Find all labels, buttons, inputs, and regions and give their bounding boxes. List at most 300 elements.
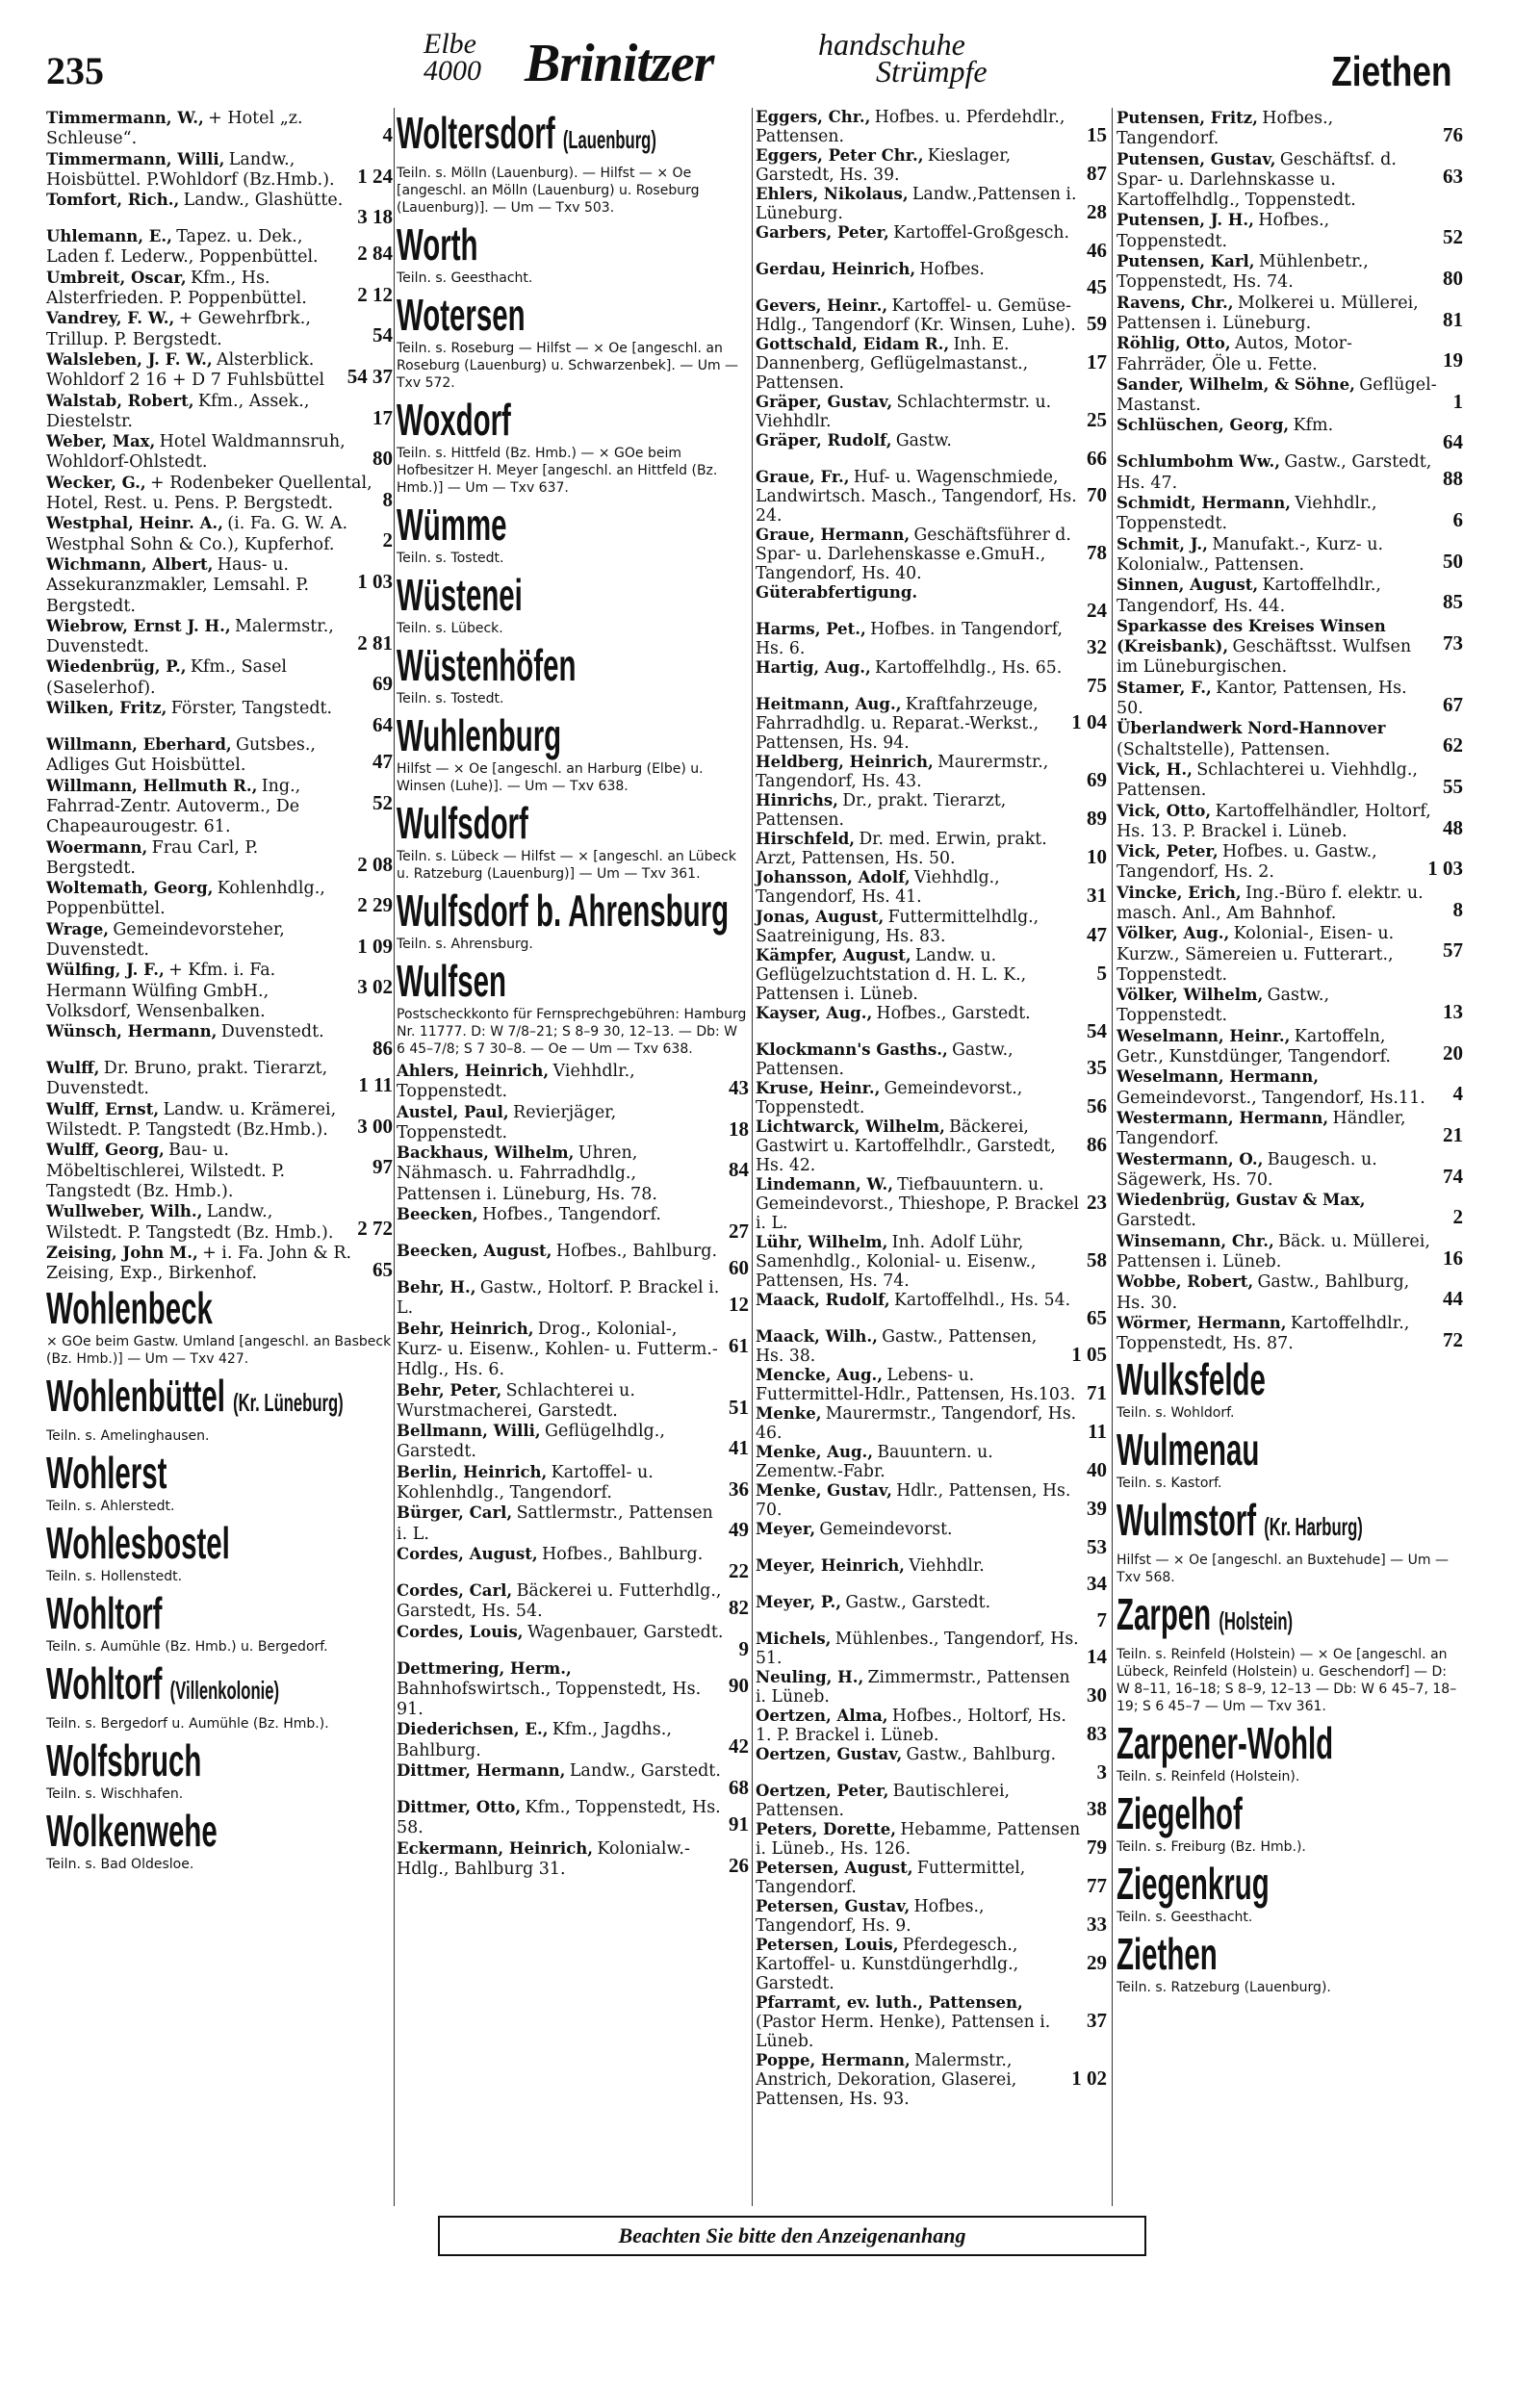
subscriber-entry	[1116, 451, 1463, 493]
phone-number: 2	[1452, 1205, 1463, 1229]
subscriber-detail: Hofbes., Bahlburg.	[542, 1544, 704, 1564]
subscriber-name: Graue, Hermann,	[756, 526, 911, 545]
subscriber-detail: Schlachterei u. Wurstmacherei, Garstedt.	[397, 1380, 635, 1421]
subscriber-entry	[46, 776, 393, 837]
subscriber-name: Garbers, Peter,	[756, 223, 889, 243]
place-name-text: Wümme	[397, 500, 507, 550]
subscriber-detail: Garstedt.	[1116, 1211, 1196, 1231]
subscriber-entry	[1116, 1066, 1463, 1108]
place-detail: Teiln. s. Reinfeld (Holstein).	[1116, 1768, 1300, 1785]
phone-number: 72	[1443, 1327, 1463, 1351]
subscriber-detail: Hotel Waldmannsruh, Wohldorf-Ohlstedt.	[46, 432, 346, 473]
phone-number: 50	[1443, 549, 1463, 573]
phone-number: 36	[729, 1476, 749, 1501]
subscriber-detail: Sattlermstr., Pattensen i. L.	[397, 1503, 713, 1544]
place-name	[397, 570, 622, 620]
subscriber-entry	[1116, 251, 1463, 293]
phone-number: 87	[1087, 162, 1107, 186]
subscriber-detail: Inh. E. Dannenberg, Geflügelmastanst., Pattensen.	[756, 335, 1029, 394]
subscriber-name: Graue, Fr.,	[756, 468, 850, 487]
subscriber-name: Überlandwerk Nord-Hannover	[1116, 719, 1386, 738]
subscriber-entry	[756, 1520, 1107, 1556]
subscriber-entry	[756, 1404, 1107, 1443]
subscriber-entry	[756, 695, 1107, 753]
phone-number: 37	[1087, 2009, 1107, 2033]
subscriber-entry	[397, 1760, 749, 1800]
subscriber-detail: Hdlr., Pattensen, Hs. 70.	[756, 1480, 1071, 1520]
subscriber-name: Gerdau, Heinrich,	[756, 260, 916, 279]
place-entry	[46, 1658, 393, 1733]
subscriber-name: Westermann, O.,	[1116, 1149, 1264, 1168]
subscriber-name: Putensen, Karl,	[1116, 252, 1255, 271]
subscriber-name: Gräper, Rudolf,	[756, 431, 892, 450]
subscriber-entry	[46, 1201, 393, 1243]
phone-number: 78	[1087, 541, 1107, 565]
subscriber-name: Vandrey, F. W.,	[46, 309, 175, 328]
subscriber-name: Walstab, Robert,	[46, 391, 194, 410]
subscriber-detail: Maurermstr., Tangendorf, Hs. 46.	[756, 1403, 1077, 1443]
subscriber-name: Putensen, Fritz,	[1116, 109, 1258, 127]
subscriber-name: Schmit, J.,	[1116, 534, 1208, 553]
subscriber-entry	[1116, 1271, 1463, 1313]
subscriber-entry	[397, 1658, 749, 1720]
phone-number: 58	[1087, 1247, 1107, 1271]
subscriber-detail: Uhren, Nähmasch. u. Fahrradhdlg., Pattensen i. Lüneburg, Hs. 78.	[397, 1143, 657, 1204]
place-name	[46, 1283, 268, 1333]
subscriber-detail: Pferdegesch., Kartoffel- u. Kunstdüngerhdlg., Garstedt.	[756, 1936, 1019, 1994]
subscriber-name: Menke, Gustav,	[756, 1480, 892, 1500]
subscriber-name: Willmann, Hellmuth R.,	[46, 776, 258, 795]
place-detail: Teiln. s. Bad Oldesloe.	[46, 1857, 194, 1873]
subscriber-detail: Alsterblick. Wohldorf 2 16 + D 7 Fuhlsbüttel	[46, 349, 325, 391]
footer-text: Beachten Sie bitte den Anzeigenanhang	[618, 2223, 966, 2247]
place-detail: Teiln. s. Ahrensburg.	[397, 937, 533, 952]
phone-number: 10	[1087, 845, 1107, 869]
subscriber-name: Beecken, August,	[397, 1242, 552, 1261]
header-ad-location	[424, 28, 481, 87]
subscriber-entry	[46, 513, 393, 554]
phone-number: 1 04	[1071, 710, 1107, 734]
phone-number: 66	[1087, 447, 1107, 471]
subscriber-entry	[756, 791, 1107, 830]
phone-number: 54	[1087, 1018, 1107, 1042]
subscriber-name: Hinrichs,	[756, 791, 838, 810]
place-entry	[1116, 1718, 1463, 1785]
subscriber-name: Wulff, Georg,	[46, 1141, 165, 1160]
phone-number: 7	[1096, 1607, 1107, 1631]
place-entry	[1116, 1859, 1463, 1926]
subscriber-detail: Hofbes., Tangendorf.	[482, 1205, 661, 1225]
subscriber-name: Diederichsen, E.,	[397, 1720, 549, 1739]
subscriber-detail: Gastw., Toppenstedt.	[1116, 986, 1330, 1026]
place-name-text: Ziegelhof	[1116, 1787, 1243, 1838]
phone-number: 23	[1087, 1190, 1107, 1214]
subscriber-entry	[1116, 293, 1463, 334]
phone-number: 27	[729, 1220, 749, 1244]
column-rule	[752, 108, 753, 2206]
subscriber-detail: Hofbes.	[919, 260, 985, 280]
subscriber-name: Cordes, August,	[397, 1544, 538, 1563]
header-ad-brand: Brinitzer	[525, 34, 714, 93]
subscriber-detail: Wagenbauer, Garstedt.	[526, 1622, 724, 1642]
subscriber-detail: Hofbes., Bahlburg.	[555, 1242, 718, 1262]
phone-number: 64	[1443, 430, 1463, 454]
subscriber-detail: Kantor, Pattensen, Hs. 50.	[1116, 678, 1407, 719]
subscriber-name: Bürger, Carl,	[397, 1503, 513, 1523]
phone-number: 54	[372, 323, 393, 347]
phone-number: 4	[1452, 1082, 1463, 1106]
place-detail: Teiln. s. Aumühle (Bz. Hmb.) u. Bergedorf.	[46, 1639, 328, 1656]
phone-number: 57	[1443, 938, 1463, 963]
phone-number: 61	[729, 1333, 749, 1357]
phone-number: 73	[1443, 630, 1463, 655]
subscriber-detail: Kartoffelhdlg., Hs. 65.	[875, 658, 1063, 679]
subscriber-entry	[756, 1593, 1107, 1630]
subscriber-name: Kayser, Aug.,	[756, 1003, 873, 1022]
subscriber-name: Sinnen, August,	[1116, 576, 1259, 595]
subscriber-entry	[1116, 801, 1463, 842]
subscriber-entry	[397, 1204, 749, 1244]
subscriber-entry	[46, 878, 393, 919]
column-rule	[394, 108, 395, 2206]
phone-number: 2	[382, 528, 393, 552]
subscriber-detail: Bahnhofswirtsch., Toppenstedt, Hs. 91.	[397, 1679, 702, 1720]
place-name	[1116, 1425, 1338, 1475]
place-name-text: Wohlenbeck	[46, 1283, 213, 1334]
place-name-text: Worth	[397, 219, 478, 270]
place-name	[397, 710, 622, 760]
subscriber-name: Timmermann, Willi,	[46, 149, 225, 168]
subscriber-detail: Autos, Motor-Fahrräder, Öle u. Fette.	[1116, 334, 1352, 374]
phone-number: 63	[1443, 164, 1463, 188]
place-name	[46, 1806, 268, 1856]
place-name-text: Ziethen	[1116, 1928, 1218, 1979]
place-name-text: Wohltorf	[46, 1588, 163, 1639]
subscriber-name: Petersen, Louis,	[756, 1936, 899, 1955]
subscriber-entry	[1116, 1149, 1463, 1191]
subscriber-entry	[1116, 678, 1463, 719]
subscriber-entry	[1116, 1313, 1463, 1354]
subscriber-entry	[46, 656, 393, 698]
subscriber-name: Backhaus, Wilhelm,	[397, 1143, 575, 1163]
phone-number: 91	[729, 1812, 749, 1836]
subscriber-entry	[756, 1668, 1107, 1707]
subscriber-name: Vincke, Erich,	[1116, 883, 1242, 902]
column-rule	[1112, 108, 1113, 2206]
phone-number: 1 24	[357, 164, 393, 188]
place-detail: × GOe beim Gastw. Umland [angeschl. an Basbeck (Bz. Hmb.)] — Um — Txv 427.	[46, 1334, 392, 1368]
subscriber-name: Woermann,	[46, 837, 148, 857]
subscriber-name: Wilken, Fritz,	[46, 699, 167, 718]
subscriber-entry	[756, 185, 1107, 223]
subscriber-entry	[46, 431, 393, 473]
subscriber-detail: Geschäftsf. d. Spar- u. Darlehnskasse u. Kartoffelhdlg., Toppenstedt.	[1116, 149, 1397, 211]
subscriber-name: Eggers, Chr.,	[756, 108, 871, 126]
subscriber-name: Weselmann, Heinr.,	[1116, 1026, 1291, 1045]
place-detail: Teiln. s. Mölln (Lauenburg). — Hilfst — × Oe [angeschl. an Mölln (Lauenburg) u. Roseburg (Lauenburg)]. — Um — Txv 503.	[397, 166, 700, 216]
subscriber-name: Heldberg, Heinrich,	[756, 753, 934, 772]
subscriber-detail: Gastw., Pattensen.	[756, 1040, 1014, 1079]
phone-number: 79	[1087, 1836, 1107, 1860]
subscriber-name: Völker, Wilhelm,	[1116, 986, 1264, 1005]
place-name-text: Wulfsdorf	[397, 798, 528, 848]
subscriber-name: Ehlers, Nikolaus,	[756, 185, 909, 204]
subscriber-name: Vick, H.,	[1116, 759, 1193, 779]
subscriber-detail: Geschäftsführer d. Spar- u. Darlehenskasse e.GmuH., Tangendorf, Hs. 40.	[756, 526, 1071, 584]
phone-number: 33	[1087, 1913, 1107, 1937]
subscriber-name: Sander, Wilhelm, & Söhne,	[1116, 374, 1355, 394]
subscriber-entry	[756, 468, 1107, 526]
subscriber-name: Schlumbohm Ww.,	[1116, 452, 1280, 472]
phone-number: 83	[1087, 1722, 1107, 1745]
subscriber-detail: Landw. u. Geflügelzuchtstation d. H. L. K., Pattensen i. Lüneb.	[756, 945, 1027, 1004]
phone-number: 80	[1443, 267, 1463, 291]
subscriber-entry	[756, 1936, 1107, 1993]
phone-number: 31	[1087, 884, 1107, 908]
place-detail: Hilfst — × Oe [angeschl. an Harburg (Elbe) u. Winsen (Luhe)]. — Um — Txv 638.	[397, 761, 704, 794]
phone-number: 64	[372, 713, 393, 737]
subscriber-entry	[46, 226, 393, 268]
subscriber-entry	[1116, 210, 1463, 251]
subscriber-detail: + Hotel „z. Schleuse“.	[46, 109, 303, 149]
subscriber-entry	[46, 1140, 393, 1201]
phone-number: 14	[1087, 1644, 1107, 1668]
subscriber-entry	[756, 1897, 1107, 1936]
phone-number: 21	[1443, 1122, 1463, 1146]
place-name	[1116, 1929, 1338, 1979]
subscriber-name: Vick, Otto,	[1116, 801, 1212, 820]
phone-number: 82	[729, 1595, 749, 1619]
place-detail: Teiln. s. Wischhafen.	[46, 1786, 184, 1803]
subscriber-detail: Mühlenbetr., Toppenstedt, Hs. 74.	[1116, 252, 1369, 293]
subscriber-entry	[1116, 108, 1463, 149]
place-entry	[46, 1735, 393, 1803]
subscriber-name: Dettmering, Herm.,	[397, 1658, 572, 1678]
phone-number: 59	[1087, 312, 1107, 336]
place-name	[397, 640, 622, 690]
subscriber-detail: Hofbes., Toppenstedt.	[1116, 211, 1330, 251]
place-entry	[397, 886, 749, 953]
subscriber-detail: Kraftfahrzeuge, Fahrradhdlg. u. Reparat.-Werkst., Pattensen, Hs. 94.	[756, 695, 1040, 754]
subscriber-name: Petersen, Gustav,	[756, 1897, 911, 1916]
subscriber-name: Austel, Paul,	[397, 1102, 509, 1121]
phone-number: 1 02	[1071, 2067, 1107, 2091]
subscriber-entry	[756, 1707, 1107, 1745]
subscriber-detail: Landw., Glashütte.	[183, 191, 344, 211]
phone-number: 39	[1087, 1496, 1107, 1520]
phone-number: 77	[1087, 1874, 1107, 1898]
subscriber-detail: Kieslager, Garstedt, Hs. 39.	[756, 146, 1012, 186]
phone-number: 2 72	[357, 1217, 393, 1241]
subscriber-entry	[756, 223, 1107, 263]
subscriber-name: Wrage,	[46, 919, 109, 938]
place-name	[46, 1735, 268, 1785]
place-name-text: Zarpen	[1116, 1588, 1212, 1639]
subscriber-entry	[46, 616, 393, 657]
subscriber-detail: Baugesch. u. Sägewerk, Hs. 70.	[1116, 1149, 1377, 1190]
subscriber-name: Meyer,	[756, 1519, 816, 1538]
subscriber-entry	[46, 1243, 393, 1284]
phone-number: 17	[1087, 350, 1107, 374]
subscriber-name: Michels,	[756, 1629, 832, 1648]
phone-number: 9	[738, 1636, 749, 1660]
phone-number: 1 03	[1427, 857, 1463, 881]
place-entry	[46, 1588, 393, 1656]
subscriber-name: Dittmer, Otto,	[397, 1798, 522, 1817]
subscriber-entry	[46, 149, 393, 191]
subscriber-name: Winsemann, Chr.,	[1116, 1231, 1274, 1250]
subscriber-detail: Schlachtermstr. u. Viehhdlr.	[756, 393, 1052, 432]
subscriber-detail: (Schaltstelle), Pattensen.	[1116, 739, 1331, 759]
phone-number: 2 12	[357, 282, 393, 306]
phone-number: 1 11	[358, 1073, 393, 1097]
phone-number: 17	[372, 405, 393, 429]
subscriber-name: Wecker, G.,	[46, 473, 146, 492]
subscriber-detail: Kartoffel-Großgesch.	[893, 223, 1069, 244]
place-name	[46, 1518, 268, 1568]
subscriber-name: Wullweber, Wilh.,	[46, 1202, 203, 1221]
subscriber-detail: Huf- u. Wagenschmiede, Landwirtsch. Masch., Tangendorf, Hs. 24.	[756, 468, 1077, 526]
place-name	[46, 1371, 344, 1427]
subscriber-entry	[756, 1366, 1107, 1404]
phone-number: 34	[1087, 1571, 1107, 1595]
phone-number: 47	[372, 750, 393, 774]
subscriber-detail: Hofbes., Garstedt.	[876, 1003, 1031, 1023]
phone-number: 42	[729, 1734, 749, 1759]
subscriber-detail: Bau- u. Möbeltischlerei, Wilstedt. P. Tangstedt (Bz. Hmb.).	[46, 1141, 286, 1201]
subscriber-detail: Hofbes., Tangendorf, Hs. 9.	[756, 1897, 985, 1937]
subscriber-detail: Malermstr., Anstrich, Dekoration, Glaserei, Pattensen, Hs. 93.	[756, 2051, 1017, 2110]
phone-number: 6	[1452, 508, 1463, 532]
subscriber-detail: Viehhdlr., Toppenstedt.	[1116, 494, 1377, 534]
subscriber-detail: Bautischlerei, Pattensen.	[756, 1782, 1010, 1821]
subscriber-name: Wiedenbrüg, P.,	[46, 657, 187, 677]
subscriber-name: Dittmer, Hermann,	[397, 1761, 566, 1781]
subscriber-detail: Geflügelhdlg., Garstedt.	[397, 1422, 665, 1462]
subscriber-detail: Kartoffelhändler, Holtorf, Hs. 13. P. Brackel i. Lüneb.	[1116, 801, 1431, 841]
subscriber-name: Lichtwarck, Wilhelm,	[756, 1117, 945, 1136]
place-name-text: Wohlerst	[46, 1448, 167, 1499]
subscriber-name: Behr, Peter,	[397, 1380, 502, 1399]
subscriber-entry	[756, 296, 1107, 335]
subscriber-entry	[756, 1630, 1107, 1668]
subscriber-detail: Gastw.	[895, 431, 952, 451]
phone-number: 8	[1452, 897, 1463, 921]
subscriber-detail: Gastw., Garstedt, Hs. 47.	[1116, 452, 1432, 493]
column-3	[756, 108, 1107, 2109]
phone-number: 12	[729, 1293, 749, 1317]
phone-number: 2 81	[357, 630, 393, 655]
subscriber-name: Weselmann, Hermann,	[1116, 1067, 1320, 1087]
subscriber-entry	[46, 190, 393, 229]
place-name-text: Wuhlenburg	[397, 710, 562, 760]
subscriber-entry	[1116, 534, 1463, 576]
place-entry	[46, 1283, 393, 1368]
phone-number: 62	[1443, 733, 1463, 757]
subscriber-entry	[1116, 883, 1463, 924]
phone-number: 13	[1443, 1000, 1463, 1024]
place-name	[1116, 1859, 1338, 1909]
subscriber-name: Hirschfeld,	[756, 830, 856, 849]
subscriber-entry	[397, 1462, 749, 1503]
header-ad-products	[818, 27, 988, 89]
subscriber-name: Wichmann, Albert,	[46, 554, 214, 574]
subscriber-name: Woltemath, Georg,	[46, 879, 214, 898]
subscriber-entry	[1116, 759, 1463, 801]
subscriber-detail: Hofbes. u. Gastw., Tangendorf, Hs. 2.	[1116, 842, 1377, 883]
subscriber-entry	[46, 473, 393, 514]
phone-number: 76	[1443, 123, 1463, 146]
place-name-text: Wotersen	[397, 290, 526, 340]
subscriber-detail: Bauuntern. u. Zementw.-Fabr.	[756, 1442, 993, 1481]
place-name-text: Woltersdorf	[397, 108, 555, 158]
header-ad-city: Elbe	[424, 28, 476, 60]
place-detail: Teiln. s. Tostedt.	[397, 691, 504, 706]
phone-number: 15	[1087, 123, 1107, 146]
place-detail: Teiln. s. Kastorf.	[1116, 1475, 1222, 1491]
place-name-text: Ziegenkrug	[1116, 1858, 1270, 1909]
phone-number: 46	[1087, 239, 1107, 263]
subscriber-detail: Gastw., Bahlburg.	[906, 1745, 1057, 1765]
subscriber-entry	[46, 554, 393, 616]
subscriber-name: Kruse, Heinr.,	[756, 1078, 881, 1097]
subscriber-entry	[1116, 415, 1463, 454]
subscriber-name: Westphal, Heinr. A.,	[46, 514, 223, 533]
subscriber-detail: Ing.-Büro f. elektr. u. masch. Anl., Am Bahnhof.	[1116, 883, 1424, 923]
place-entry	[397, 219, 749, 287]
footer-notice	[438, 2216, 1146, 2256]
subscriber-detail: Inh. Adolf Lühr, Samenhdlg., Kolonial- u. Eisenw., Pattensen, Hs. 74.	[756, 1232, 1037, 1291]
subscriber-entry	[756, 1481, 1107, 1520]
place-entry	[397, 798, 749, 883]
subscriber-entry	[756, 1859, 1107, 1897]
subscriber-entry	[756, 1993, 1107, 2051]
phone-number: 65	[1087, 1305, 1107, 1329]
place-detail: Teiln. s. Ahlerstedt.	[46, 1499, 175, 1515]
subscriber-detail: Kartoffel- u. Gemüse-Hdlg., Tangendorf (Kr. Winsen, Luhe).	[756, 296, 1076, 336]
subscriber-entry	[756, 431, 1107, 471]
subscriber-name: Berlin, Heinrich,	[397, 1462, 548, 1481]
phone-number: 80	[372, 447, 393, 471]
subscriber-entry	[46, 391, 393, 432]
place-entry	[1116, 1929, 1463, 1996]
place-name	[397, 290, 622, 340]
subscriber-detail: Kfm.	[1293, 416, 1334, 436]
subscriber-entry	[756, 260, 1107, 299]
place-name	[397, 798, 622, 848]
subscriber-name: Wiedenbrüg, Gustav & Max,	[1116, 1191, 1366, 1210]
subscriber-name: Cordes, Carl,	[397, 1580, 513, 1600]
subscriber-detail: (Pastor Herm. Henke), Pattensen i. Lüneb.	[756, 2013, 1051, 2052]
place-name-text: Wohlesbostel	[46, 1518, 230, 1569]
running-head: Ziethen	[1330, 48, 1451, 95]
subscriber-name: Zeising, John M.,	[46, 1243, 198, 1262]
phone-number: 5	[1096, 961, 1107, 985]
place-detail: Teiln. s. Hittfeld (Bz. Hmb.) — × GOe beim Hofbesitzer H. Meyer [angeschl. an Hittfeld (Bz. Hmb.)] — Um — Txv 637.	[397, 446, 718, 496]
subscriber-entry	[756, 908, 1107, 946]
subscriber-entry	[756, 335, 1107, 393]
subscriber-name: Meyer, Heinrich,	[756, 1555, 905, 1575]
place-name	[1116, 1354, 1338, 1404]
place-name-text: Wolkenwehe	[46, 1806, 218, 1857]
subscriber-entry	[756, 526, 1107, 583]
subscriber-detail: Kfm., Toppenstedt, Hs. 58.	[397, 1798, 721, 1838]
subscriber-detail: Kfm., Hs. Alsterfrieden. P. Poppenbüttel.	[46, 268, 307, 309]
place-name-suffix: (Holstein)	[1219, 1605, 1294, 1635]
subscriber-detail: Gemeindevorst.	[819, 1519, 953, 1539]
subscriber-name: Menke, Aug.,	[756, 1442, 874, 1461]
subscriber-detail: Gastw., Holtorf. P. Brackel i. L.	[397, 1278, 720, 1319]
